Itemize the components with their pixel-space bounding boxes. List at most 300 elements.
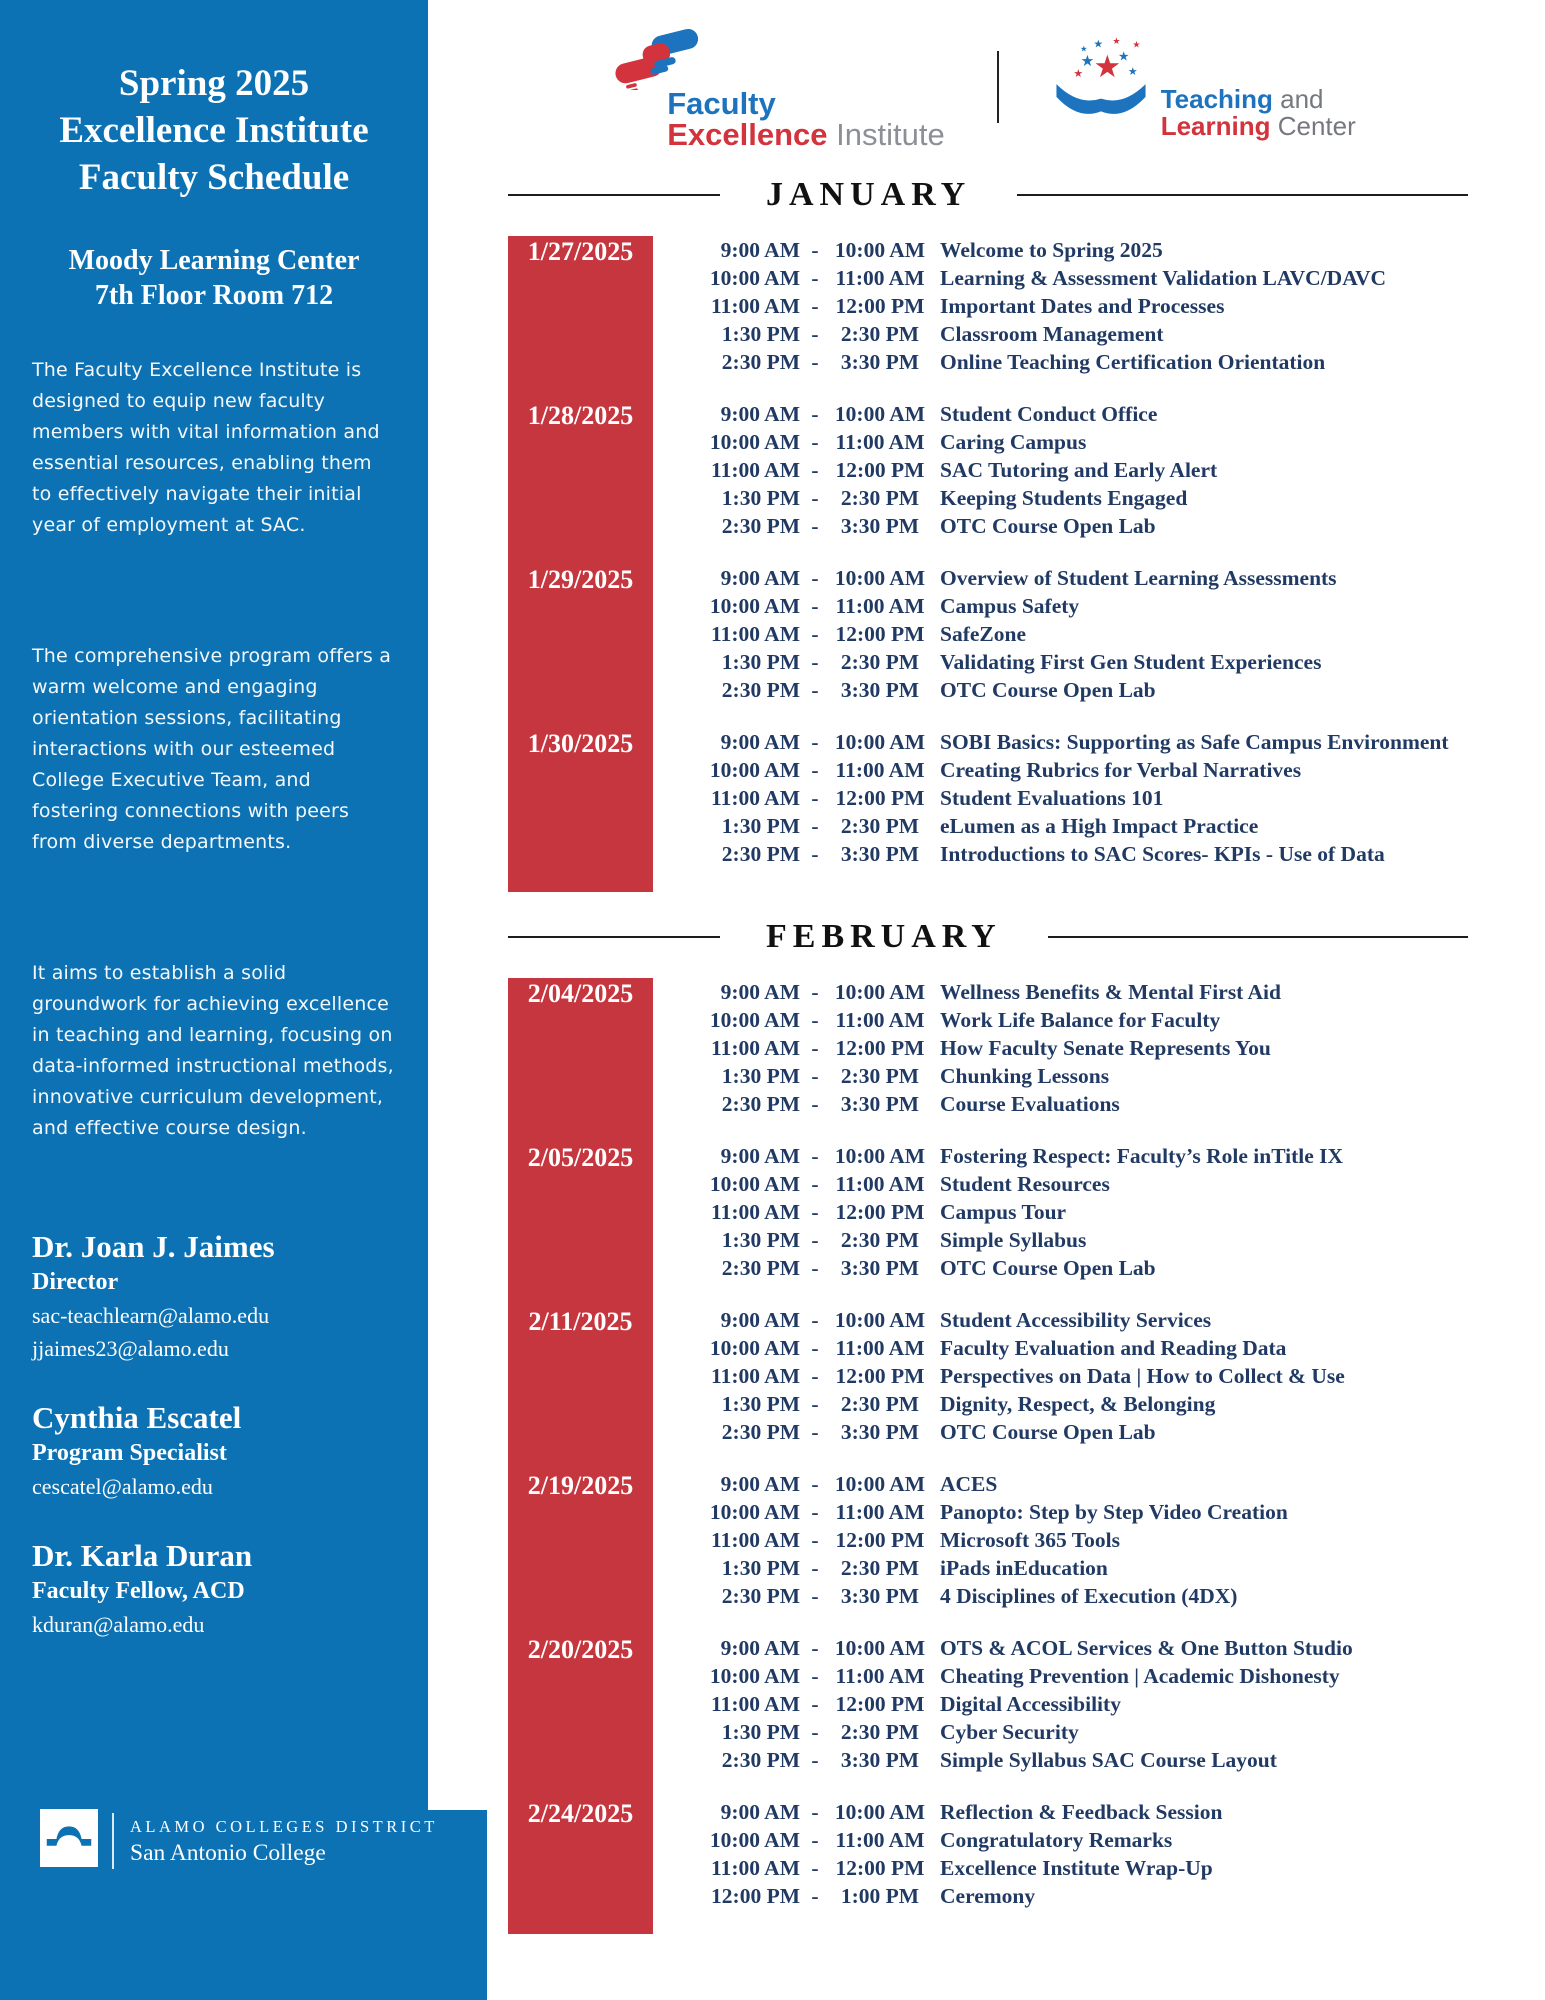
session-title: Excellence Institute Wrap-Up xyxy=(940,1856,1213,1880)
session-start-time: 11:00 AM xyxy=(711,1036,800,1060)
alamo-arch-icon xyxy=(40,1809,98,1872)
session-start-time: 9:00 AM xyxy=(720,1308,800,1332)
time-separator: - xyxy=(811,1008,819,1032)
session-title: How Faculty Senate Represents You xyxy=(940,1036,1271,1060)
college-name: San Antonio College xyxy=(130,1839,326,1866)
session-start-time: 2:30 PM xyxy=(721,1584,800,1608)
session-title: Introductions to SAC Scores- KPIs - Use of Data xyxy=(940,842,1385,866)
session-start-time: 2:30 PM xyxy=(721,678,800,702)
session-title: Cyber Security xyxy=(940,1720,1079,1744)
svg-text:★: ★ xyxy=(1080,51,1094,70)
contact-role: Director xyxy=(32,1269,119,1295)
session-start-time: 10:00 AM xyxy=(709,758,800,782)
month-section-january xyxy=(428,176,1545,892)
time-separator: - xyxy=(811,458,819,482)
month-grid xyxy=(508,236,1545,892)
session-end-time: 10:00 AM xyxy=(834,730,926,754)
session-start-time: 2:30 PM xyxy=(721,514,800,538)
session-row xyxy=(703,1526,1545,1554)
month-grid xyxy=(508,978,1545,1934)
session-row xyxy=(703,1390,1545,1418)
month-rule-right xyxy=(1048,936,1468,939)
time-separator: - xyxy=(811,594,819,618)
session-title: OTC Course Open Lab xyxy=(940,1256,1156,1280)
time-separator: - xyxy=(811,486,819,510)
svg-text:★: ★ xyxy=(1117,47,1130,63)
session-end-time: 2:30 PM xyxy=(840,650,920,674)
session-start-time: 11:00 AM xyxy=(711,1856,800,1880)
contact-card xyxy=(32,1229,396,1365)
session-start-time: 9:00 AM xyxy=(720,730,800,754)
date-label: 1/27/2025 xyxy=(527,237,634,266)
session-start-time: 10:00 AM xyxy=(709,1500,800,1524)
session-row xyxy=(703,1882,1545,1910)
session-end-time: 1:00 PM xyxy=(840,1884,920,1908)
time-separator: - xyxy=(811,322,819,346)
session-end-time: 3:30 PM xyxy=(840,350,920,374)
session-row xyxy=(703,592,1545,620)
session-title: Cheating Prevention | Academic Dishonesty xyxy=(940,1664,1340,1688)
session-end-time: 10:00 AM xyxy=(834,1800,926,1824)
date-label: 1/29/2025 xyxy=(527,565,634,594)
session-end-time: 12:00 PM xyxy=(835,1364,925,1388)
date-block xyxy=(508,1470,653,1634)
date-block xyxy=(508,236,653,400)
time-separator: - xyxy=(811,1584,819,1608)
session-end-time: 3:30 PM xyxy=(840,1420,920,1444)
session-start-time: 1:30 PM xyxy=(721,1064,800,1088)
session-start-time: 11:00 AM xyxy=(711,294,800,318)
session-end-time: 11:00 AM xyxy=(835,1664,925,1688)
session-title: OTS & ACOL Services & One Button Studio xyxy=(940,1636,1353,1660)
session-title: Campus Tour xyxy=(940,1200,1067,1224)
session-start-time: 1:30 PM xyxy=(721,322,800,346)
session-start-time: 1:30 PM xyxy=(721,814,800,838)
contact-role: Program Specialist xyxy=(32,1440,227,1466)
date-block xyxy=(508,1798,653,1934)
session-row xyxy=(703,840,1545,868)
session-start-time: 2:30 PM xyxy=(721,1748,800,1772)
time-separator: - xyxy=(811,622,819,646)
day-sessions xyxy=(653,1798,1545,1934)
tlc-word-and: and xyxy=(1272,83,1324,114)
session-row xyxy=(703,484,1545,512)
day-sessions xyxy=(653,400,1545,564)
time-separator: - xyxy=(811,758,819,782)
month-header xyxy=(508,176,1468,214)
time-separator: - xyxy=(811,1308,819,1332)
session-row xyxy=(703,564,1545,592)
contact-name: Dr. Karla Duran xyxy=(32,1538,253,1573)
time-separator: - xyxy=(811,294,819,318)
time-separator: - xyxy=(811,1336,819,1360)
session-row xyxy=(703,1798,1545,1826)
logo-divider-line xyxy=(997,51,999,123)
time-separator: - xyxy=(811,1144,819,1168)
time-separator: - xyxy=(811,1200,819,1224)
session-end-time: 3:30 PM xyxy=(840,678,920,702)
session-start-time: 9:00 AM xyxy=(720,1144,800,1168)
session-end-time: 10:00 AM xyxy=(834,1472,926,1496)
session-row xyxy=(703,1554,1545,1582)
footer-text xyxy=(130,1815,438,1867)
session-row xyxy=(703,728,1545,756)
session-title: SOBI Basics: Supporting as Safe Campus Environment xyxy=(940,730,1449,754)
month-rule-right xyxy=(1017,194,1468,197)
contact-role: Faculty Fellow, ACD xyxy=(32,1578,245,1604)
session-start-time: 11:00 AM xyxy=(711,622,800,646)
session-row xyxy=(703,784,1545,812)
session-end-time: 11:00 AM xyxy=(835,1500,925,1524)
svg-text:★: ★ xyxy=(1079,42,1088,53)
session-row xyxy=(703,1306,1545,1334)
month-title: FEBRUARY xyxy=(766,918,1002,955)
session-start-time: 11:00 AM xyxy=(711,1364,800,1388)
session-row xyxy=(703,1254,1545,1282)
session-title: OTC Course Open Lab xyxy=(940,678,1156,702)
time-separator: - xyxy=(811,402,819,426)
session-start-time: 10:00 AM xyxy=(709,266,800,290)
session-start-time: 11:00 AM xyxy=(711,1692,800,1716)
session-row xyxy=(703,1034,1545,1062)
footer-divider xyxy=(112,1813,114,1869)
svg-text:★: ★ xyxy=(1127,64,1138,78)
session-start-time: 11:00 AM xyxy=(711,1528,800,1552)
session-row xyxy=(703,1418,1545,1446)
date-label: 1/30/2025 xyxy=(527,729,634,758)
session-title: Dignity, Respect, & Belonging xyxy=(940,1392,1216,1416)
session-row xyxy=(703,236,1545,264)
time-separator: - xyxy=(811,1692,819,1716)
session-title: Student Resources xyxy=(940,1172,1110,1196)
session-title: Chunking Lessons xyxy=(940,1064,1110,1088)
contact-email: sac-teachlearn@alamo.edu xyxy=(32,1303,270,1328)
session-row xyxy=(703,292,1545,320)
session-end-time: 2:30 PM xyxy=(840,1228,920,1252)
time-separator: - xyxy=(811,238,819,262)
district-name: ALAMO COLLEGES DISTRICT xyxy=(130,1816,438,1836)
session-start-time: 9:00 AM xyxy=(720,1636,800,1660)
session-end-time: 3:30 PM xyxy=(840,1256,920,1280)
session-title: Online Teaching Certification Orientation xyxy=(940,350,1326,374)
contact-email: jjaimes23@alamo.edu xyxy=(32,1336,229,1361)
sidebar xyxy=(0,0,438,2000)
session-end-time: 11:00 AM xyxy=(835,594,925,618)
session-row xyxy=(703,456,1545,484)
session-start-time: 2:30 PM xyxy=(721,1256,800,1280)
day-sessions xyxy=(653,236,1545,400)
session-title: Student Conduct Office xyxy=(940,402,1158,426)
session-start-time: 9:00 AM xyxy=(720,1472,800,1496)
time-separator: - xyxy=(811,1256,819,1280)
session-end-time: 3:30 PM xyxy=(840,1584,920,1608)
contact-email: kduran@alamo.edu xyxy=(32,1612,205,1637)
contact-name: Dr. Joan J. Jaimes xyxy=(32,1229,275,1264)
session-end-time: 10:00 AM xyxy=(834,1636,926,1660)
day-sessions xyxy=(653,1142,1545,1306)
session-start-time: 2:30 PM xyxy=(721,350,800,374)
time-separator: - xyxy=(811,1172,819,1196)
session-row xyxy=(703,648,1545,676)
session-end-time: 10:00 AM xyxy=(834,980,926,1004)
session-row xyxy=(703,1142,1545,1170)
date-block xyxy=(508,400,653,564)
session-end-time: 11:00 AM xyxy=(835,1008,925,1032)
date-block xyxy=(508,564,653,728)
day-sessions xyxy=(653,978,1545,1142)
session-row xyxy=(703,1170,1545,1198)
time-separator: - xyxy=(811,650,819,674)
session-row xyxy=(703,1198,1545,1226)
session-start-time: 9:00 AM xyxy=(720,1800,800,1824)
contact-name: Cynthia Escatel xyxy=(32,1400,242,1435)
session-start-time: 10:00 AM xyxy=(709,1336,800,1360)
month-title: JANUARY xyxy=(766,176,972,213)
contact-card xyxy=(32,1400,396,1503)
tlc-word-teaching: Teaching xyxy=(1160,83,1273,114)
time-separator: - xyxy=(811,786,819,810)
contact-card xyxy=(32,1538,396,1641)
session-row xyxy=(703,428,1545,456)
session-title: Learning & Assessment Validation LAVC/DAVC xyxy=(940,266,1387,290)
session-start-time: 1:30 PM xyxy=(721,1556,800,1580)
session-end-time: 12:00 PM xyxy=(835,294,925,318)
time-separator: - xyxy=(811,730,819,754)
session-start-time: 10:00 AM xyxy=(709,1664,800,1688)
time-separator: - xyxy=(811,1472,819,1496)
session-row xyxy=(703,320,1545,348)
time-separator: - xyxy=(811,430,819,454)
time-separator: - xyxy=(811,1828,819,1852)
session-start-time: 1:30 PM xyxy=(721,486,800,510)
session-start-time: 11:00 AM xyxy=(711,458,800,482)
session-end-time: 2:30 PM xyxy=(840,322,920,346)
program-paragraph: The comprehensive program offers a warm welcome and engaging orientation sessions, facilitating interactions with our esteemed College Executive Team, and fostering connections with peers from diverse departments. xyxy=(32,645,392,853)
date-label: 2/05/2025 xyxy=(527,1143,634,1172)
month-header xyxy=(508,918,1468,956)
session-end-time: 2:30 PM xyxy=(840,1556,920,1580)
time-separator: - xyxy=(811,1092,819,1116)
session-end-time: 12:00 PM xyxy=(835,622,925,646)
session-end-time: 3:30 PM xyxy=(840,1092,920,1116)
session-title: Wellness Benefits & Mental First Aid xyxy=(940,980,1281,1004)
session-end-time: 10:00 AM xyxy=(834,566,926,590)
date-block xyxy=(508,1142,653,1306)
month-rule-left xyxy=(508,194,720,197)
session-row xyxy=(703,348,1545,376)
time-separator: - xyxy=(811,1636,819,1660)
svg-text:★: ★ xyxy=(1132,40,1141,51)
session-end-time: 10:00 AM xyxy=(834,1308,926,1332)
time-separator: - xyxy=(811,566,819,590)
session-end-time: 12:00 PM xyxy=(835,1856,925,1880)
teaching-learning-center-logo xyxy=(1051,31,1356,144)
session-end-time: 12:00 PM xyxy=(835,786,925,810)
faculty-excellence-institute-logo xyxy=(617,24,944,151)
tlc-word-center: Center xyxy=(1270,110,1356,141)
session-row xyxy=(703,1362,1545,1390)
session-end-time: 12:00 PM xyxy=(835,1528,925,1552)
session-row xyxy=(703,264,1545,292)
session-end-time: 3:30 PM xyxy=(840,1748,920,1772)
session-end-time: 11:00 AM xyxy=(835,266,925,290)
session-row xyxy=(703,1826,1545,1854)
time-separator: - xyxy=(811,678,819,702)
location-subtitle xyxy=(32,243,396,313)
session-title: ACES xyxy=(940,1472,998,1496)
location-line: Moody Learning Center xyxy=(68,245,360,276)
page-title-line: Faculty Schedule xyxy=(78,157,350,198)
session-end-time: 2:30 PM xyxy=(840,1392,920,1416)
fei-wordmark-line2 xyxy=(667,116,945,152)
session-start-time: 10:00 AM xyxy=(709,430,800,454)
session-end-time: 11:00 AM xyxy=(835,1336,925,1360)
alamo-colleges-footer-logo xyxy=(40,1809,438,1872)
session-title: Ceremony xyxy=(940,1884,1036,1908)
session-row xyxy=(703,1334,1545,1362)
time-separator: - xyxy=(811,1528,819,1552)
session-row xyxy=(703,978,1545,1006)
session-start-time: 1:30 PM xyxy=(721,1720,800,1744)
time-separator: - xyxy=(811,814,819,838)
session-title: Microsoft 365 Tools xyxy=(940,1528,1120,1552)
book-stars-icon xyxy=(1051,31,1151,144)
date-block xyxy=(508,728,653,892)
header-logos xyxy=(428,0,1545,150)
date-block xyxy=(508,1634,653,1798)
session-row xyxy=(703,1226,1545,1254)
session-title: Keeping Students Engaged xyxy=(940,486,1188,510)
session-start-time: 1:30 PM xyxy=(721,1228,800,1252)
session-row xyxy=(703,1062,1545,1090)
session-row xyxy=(703,1718,1545,1746)
session-end-time: 2:30 PM xyxy=(840,486,920,510)
session-end-time: 12:00 PM xyxy=(835,1200,925,1224)
tlc-word-learning: Learning xyxy=(1160,110,1271,141)
time-separator: - xyxy=(811,1884,819,1908)
session-title: Simple Syllabus xyxy=(940,1228,1087,1252)
fei-word-excellence: Excellence xyxy=(667,116,828,152)
session-end-time: 12:00 PM xyxy=(835,1036,925,1060)
session-title: Caring Campus xyxy=(940,430,1087,454)
session-start-time: 11:00 AM xyxy=(711,1200,800,1224)
svg-text:★: ★ xyxy=(1112,36,1121,47)
session-title: Congratulatory Remarks xyxy=(940,1828,1173,1852)
session-start-time: 1:30 PM xyxy=(721,650,800,674)
session-title: Faculty Evaluation and Reading Data xyxy=(940,1336,1287,1360)
session-title: Classroom Management xyxy=(940,322,1164,346)
session-start-time: 2:30 PM xyxy=(721,842,800,866)
session-title: Validating First Gen Student Experiences xyxy=(940,650,1322,674)
intro-paragraph: The Faculty Excellence Institute is designed to equip new faculty members with vital information and essential resources, enabling them to effectively navigate their initial year of employment at SAC. xyxy=(32,359,380,536)
session-title: Overview of Student Learning Assessments xyxy=(940,566,1337,590)
date-label: 2/19/2025 xyxy=(527,1471,634,1500)
session-end-time: 11:00 AM xyxy=(835,430,925,454)
date-block xyxy=(508,1306,653,1470)
time-separator: - xyxy=(811,842,819,866)
session-start-time: 1:30 PM xyxy=(721,1392,800,1416)
session-start-time: 12:00 PM xyxy=(711,1884,800,1908)
page-title-line: Spring 2025 xyxy=(118,63,310,104)
session-start-time: 10:00 AM xyxy=(709,1008,800,1032)
session-row xyxy=(703,1662,1545,1690)
session-title: Work Life Balance for Faculty xyxy=(940,1008,1221,1032)
session-start-time: 10:00 AM xyxy=(709,1172,800,1196)
schedule-months xyxy=(428,176,1545,1934)
time-separator: - xyxy=(811,980,819,1004)
date-block xyxy=(508,978,653,1142)
time-separator: - xyxy=(811,1800,819,1824)
date-label: 1/28/2025 xyxy=(527,401,634,430)
session-row xyxy=(703,1470,1545,1498)
time-separator: - xyxy=(811,1556,819,1580)
time-separator: - xyxy=(811,1392,819,1416)
session-title: OTC Course Open Lab xyxy=(940,1420,1156,1444)
session-row xyxy=(703,400,1545,428)
session-title: Welcome to Spring 2025 xyxy=(940,238,1163,262)
session-row xyxy=(703,1634,1545,1662)
session-end-time: 2:30 PM xyxy=(840,1720,920,1744)
fei-word-institute: Institute xyxy=(836,116,945,152)
time-separator: - xyxy=(811,1664,819,1688)
time-separator: - xyxy=(811,1228,819,1252)
session-row xyxy=(703,1090,1545,1118)
session-title: Fostering Respect: Faculty’s Role inTitle IX xyxy=(940,1144,1344,1168)
contact-email: cescatel@alamo.edu xyxy=(32,1474,213,1499)
session-end-time: 10:00 AM xyxy=(834,402,926,426)
session-start-time: 9:00 AM xyxy=(720,566,800,590)
fei-wordmark-line1: Faculty xyxy=(667,85,776,121)
time-separator: - xyxy=(811,514,819,538)
svg-text:★: ★ xyxy=(1093,37,1103,51)
location-line: 7th Floor Room 712 xyxy=(94,280,334,311)
session-start-time: 2:30 PM xyxy=(721,1092,800,1116)
session-row xyxy=(703,1006,1545,1034)
session-start-time: 9:00 AM xyxy=(720,238,800,262)
session-title: Important Dates and Processes xyxy=(940,294,1225,318)
time-separator: - xyxy=(811,1420,819,1444)
session-row xyxy=(703,1746,1545,1774)
session-row xyxy=(703,512,1545,540)
date-label: 2/04/2025 xyxy=(527,979,634,1008)
day-sessions xyxy=(653,1306,1545,1470)
tlc-wordmark xyxy=(1160,83,1356,141)
time-separator: - xyxy=(811,266,819,290)
session-start-time: 9:00 AM xyxy=(720,402,800,426)
session-end-time: 10:00 AM xyxy=(834,1144,926,1168)
day-sessions xyxy=(653,1634,1545,1798)
svg-text:★: ★ xyxy=(1073,66,1083,80)
session-title: Perspectives on Data | How to Collect & Use xyxy=(940,1364,1345,1388)
session-row xyxy=(703,1498,1545,1526)
session-title: SafeZone xyxy=(940,622,1026,646)
session-end-time: 10:00 AM xyxy=(834,238,926,262)
date-label: 2/11/2025 xyxy=(528,1307,633,1336)
session-title: OTC Course Open Lab xyxy=(940,514,1156,538)
session-title: Panopto: Step by Step Video Creation xyxy=(940,1500,1288,1524)
svg-text:★: ★ xyxy=(1093,48,1121,85)
session-row xyxy=(703,756,1545,784)
schedule-content xyxy=(428,0,1545,1934)
session-row xyxy=(703,620,1545,648)
session-title: SAC Tutoring and Early Alert xyxy=(940,458,1218,482)
day-sessions xyxy=(653,1470,1545,1634)
session-title: 4 Disciplines of Execution (4DX) xyxy=(940,1584,1238,1608)
month-section-february xyxy=(428,918,1545,1934)
aims-paragraph: It aims to establish a solid groundwork for achieving excellence in teaching and learning, focusing on data-informed instructional methods, innovative curriculum development, and effective course design. xyxy=(32,962,394,1139)
day-sessions xyxy=(653,728,1545,892)
session-title: Simple Syllabus SAC Course Layout xyxy=(940,1748,1277,1772)
